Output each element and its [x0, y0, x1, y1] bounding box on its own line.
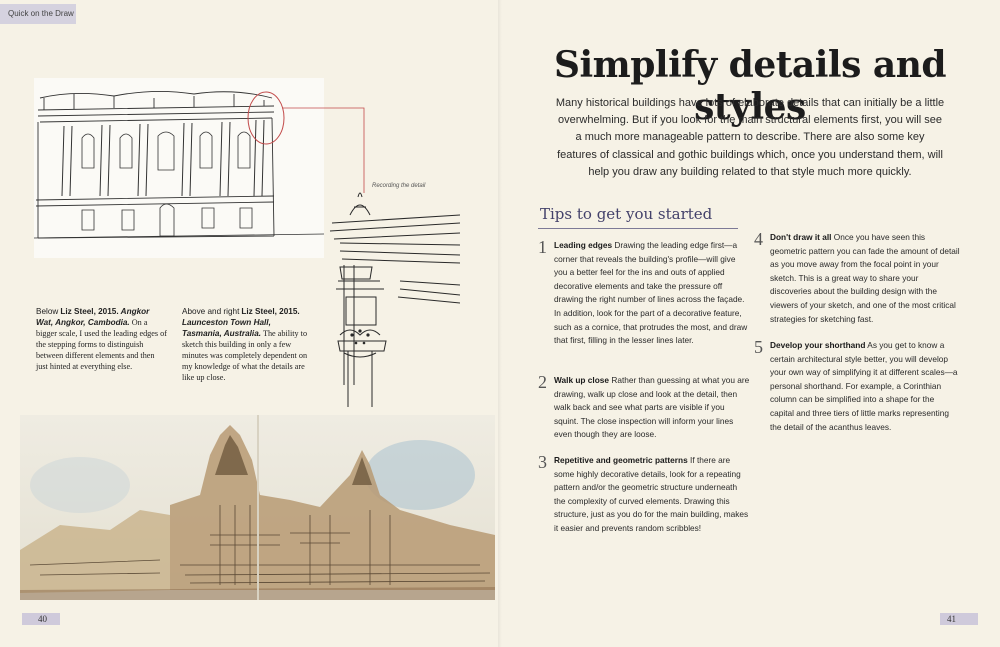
tip-body: As you get to know a certain architectural style better, you will develop your own way of simplifying it at different scales—a personal shorthand. For example, a Corinthian column can be simplified into a shape for the capital and three tiers of little marks representing the detail of the acanthus leaves.	[770, 340, 958, 432]
caption-lead: Below	[36, 307, 59, 316]
tip-body: Once you have seen this geometric pattern you can fade the amount of detail as you move away from the focal point in your sketch. This is a great way to share your discoveries about the building design with the viewers of your sketch, and one of the most critical strategies for sketching fast.	[770, 232, 960, 324]
tip-number: 5	[754, 337, 763, 357]
caption-angkor	[36, 306, 168, 372]
intro-paragraph: Many historical buildings have lots of elaborate details that can initially be a little overwhelming. But if you look for the main structural elements first, you will see a much more manageable pattern to describe. There are also some key features of classical and gothic buildings which, once you understand them, will help you draw any building related to that style much more quickly.	[555, 97, 945, 178]
tip-number: 1	[538, 237, 547, 257]
caption-body: The ability to sketch this building in only a few minutes was completely dependent on my knowledge of what the details are like up close.	[182, 329, 308, 382]
tip-title: Develop your shorthand	[770, 340, 866, 350]
detail-label: Recording the detail	[372, 183, 426, 189]
tip-number: 4	[754, 229, 763, 249]
caption-title: Launceston Town Hall, Tasmania, Australia.	[182, 318, 271, 338]
folio-right	[940, 613, 978, 625]
caption-artist: Liz Steel, 2015.	[60, 307, 119, 316]
tips-heading: Tips to get you started	[540, 205, 713, 223]
caption-lead: Above and right	[182, 307, 240, 316]
cornice-detail-sketch	[310, 185, 460, 410]
tip-text	[554, 239, 750, 348]
tip-number: 2	[538, 372, 547, 392]
running-header	[0, 4, 76, 24]
tips-heading-rule	[538, 228, 738, 229]
tip-text	[770, 339, 960, 434]
caption-title: Angkor Wat, Angkor, Cambodia.	[36, 307, 150, 327]
tip-title: Walk up close	[554, 375, 610, 385]
tip-title: Don't draw it all	[770, 232, 832, 242]
caption-artist: Liz Steel, 2015.	[241, 307, 300, 316]
callout-line	[324, 105, 374, 195]
page-number-left: 40	[38, 614, 47, 624]
tip-title: Leading edges	[554, 240, 613, 250]
tip-body: Rather than guessing at what you are drawing, walk up close and look at the detail, then walk back and see what parts are visible if you squint. The close inspection will inform your lines even though they are loose.	[554, 375, 750, 440]
tip-body: If there are some highly decorative details, look for a repeating pattern and/or the geometric structure underneath the complexity of curved elements. Drawing this structure, just as you do for the main building, makes it easier and prevents random scribbles!	[554, 455, 749, 533]
book-gutter	[498, 0, 502, 647]
tip-number: 3	[538, 452, 547, 472]
caption-launceston	[182, 306, 312, 383]
tip-title: Repetitive and geometric patterns	[554, 455, 688, 465]
folio-left	[22, 613, 60, 625]
tip-body: Drawing the leading edge first—a corner that reveals the building's profile—will give you a better feel for the ins and outs of applied decorative elements and take the pressure off drawing the right number of lines across the façade. In addition, look for the part of a decorative feature, such as a cornice, that protrudes the most, and draw that first, filling in the lesser lines later.	[554, 240, 748, 346]
running-header-text: Quick on the Draw	[8, 9, 74, 18]
page-number-right: 41	[947, 614, 956, 624]
tip-text	[770, 231, 960, 326]
angkor-wat-painting	[20, 415, 495, 600]
caption-body: On a bigger scale, I used the leading edges of the stepping forms to distinguish between different elements and then just hinted at everything else.	[36, 318, 167, 371]
tip-text	[554, 454, 750, 536]
tip-text	[554, 374, 750, 442]
town-hall-sketch	[34, 78, 324, 258]
page-title: Simplify details and styles	[553, 44, 947, 128]
